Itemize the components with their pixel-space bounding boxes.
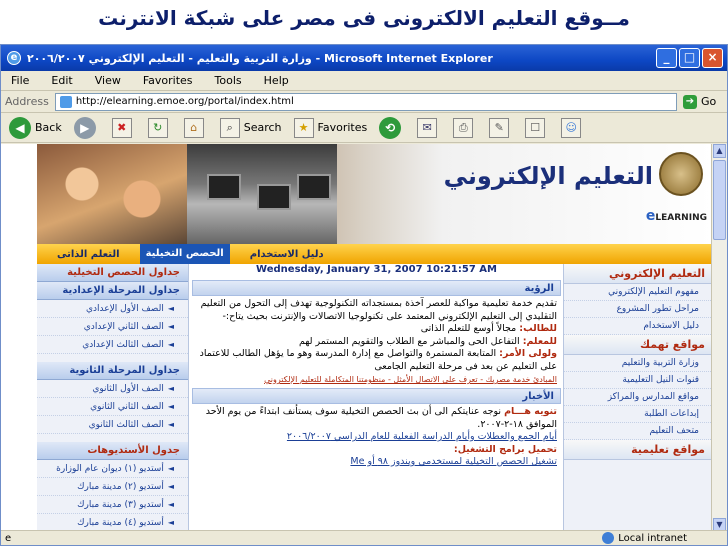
right-item-student-works[interactable]: إبداعات الطلبة [564, 406, 713, 423]
address-label: Address [5, 95, 49, 108]
mail-icon: ✉ [417, 118, 437, 138]
go-button[interactable] [677, 95, 727, 109]
triangle-icon: ◄ [167, 402, 174, 411]
triangle-icon: ◄ [167, 500, 174, 509]
left-item-prep-1[interactable]: ◄ الصف الأول الإعدادي [37, 300, 188, 318]
main-column [190, 264, 563, 532]
search-button[interactable] [220, 118, 282, 138]
elearning-brand: eLEARNING [645, 208, 707, 224]
scroll-up-icon[interactable]: ▲ [713, 144, 726, 158]
nav-user-guide[interactable]: دليل الاستخدام [249, 248, 324, 260]
left-item-studio-1[interactable]: ◄ أستديو (١) ديوان عام الوزارة [37, 460, 188, 478]
news-downloads-label: تحميل برامج التشغيل: [453, 443, 557, 455]
address-bar [1, 91, 727, 113]
news-download-link[interactable]: تشغيل الحصص التخيلية لمستخدمي ويندوز ٩٨ أو Me [350, 456, 557, 467]
triangle-icon: ◄ [167, 322, 174, 331]
menu-file[interactable]: File [11, 74, 30, 87]
news-heading: الأخبار [192, 388, 561, 404]
right-head-edu-sites[interactable]: مواقع تعليمية [564, 440, 713, 460]
menu-favorites[interactable]: Favorites [142, 74, 193, 87]
triangle-icon: ◄ [167, 384, 174, 393]
right-item-concept[interactable]: مفهوم التعليم الإلكتروني [564, 284, 713, 301]
stop-button[interactable] [112, 118, 136, 138]
back-icon: ◀ [9, 117, 31, 139]
site-nav [37, 244, 713, 264]
left-sidebar [37, 264, 189, 532]
banner-photo-computer-lab [187, 144, 337, 244]
left-item-sec-2[interactable]: ◄ الصف الثاني الثانوي [37, 398, 188, 416]
page-icon [60, 96, 72, 108]
right-item-stages[interactable]: مراحل تطور المشروع [564, 301, 713, 318]
current-date: Wednesday, January 31, 2007 10:21:57 AM [256, 264, 497, 275]
services-link[interactable]: المبادئ خدمة مصريك - تعرف على الاتصال الأمثل - منظومتنا المتكاملة للتعليم الإلكتروني [264, 375, 557, 384]
favorites-icon: ★ [294, 118, 314, 138]
maximize-button[interactable]: □ [679, 48, 700, 68]
close-button[interactable]: × [702, 48, 723, 68]
forward-icon: ▶ [74, 117, 96, 139]
left-item-prep-2[interactable]: ◄ الصف الثاني الإعدادي [37, 318, 188, 336]
print-icon: ⎙ [453, 118, 473, 138]
history-button[interactable] [379, 117, 405, 139]
triangle-icon: ◄ [167, 304, 174, 313]
menu-view[interactable]: View [94, 74, 121, 87]
go-arrow-icon: ➔ [683, 95, 697, 109]
triangle-icon: ◄ [167, 518, 174, 527]
go-label: Go [701, 95, 717, 108]
triangle-icon: ◄ [167, 420, 174, 429]
left-item-sec-1[interactable]: ◄ الصف الأول الثانوي [37, 380, 188, 398]
menu-edit[interactable]: Edit [51, 74, 73, 87]
left-sec-prep[interactable]: جداول المرحلة الإعدادية [37, 282, 188, 300]
nav-self-learning[interactable]: التعلم الذاتى [57, 248, 120, 260]
edit-button[interactable] [489, 118, 513, 138]
vertical-scrollbar[interactable] [711, 144, 727, 532]
window-title: وزارة التربية والتعليم - التعليم الإلكتروني ٢٠٠٦/٢٠٠٧ - Microsoft Internet Explorer [27, 51, 493, 65]
nav-virtual-classes[interactable]: الحصص التخيلية [140, 244, 230, 264]
address-url: http://elearning.emoe.org/portal/index.html [75, 96, 294, 107]
triangle-icon: ◄ [167, 464, 174, 473]
left-sec-virtual-schedules[interactable]: جداول الحصص التخيلية [37, 264, 188, 282]
triangle-icon: ◄ [167, 482, 174, 491]
favorites-label: Favorites [317, 121, 368, 134]
edit-icon: ✎ [489, 118, 509, 138]
news-list [190, 406, 563, 469]
right-item-nile-channels[interactable]: قنوات النيل التعليمية [564, 372, 713, 389]
back-button[interactable] [9, 117, 62, 139]
right-head-sites[interactable]: مواقع تهمك [564, 335, 713, 355]
stop-icon: ✖ [112, 118, 132, 138]
print-button[interactable] [453, 118, 477, 138]
home-icon: ⌂ [184, 118, 204, 138]
browser-window [0, 44, 728, 546]
scroll-down-icon[interactable]: ▼ [713, 518, 726, 532]
menu-help[interactable]: Help [263, 74, 289, 87]
site-banner [37, 144, 713, 244]
right-head-elearning[interactable]: التعليم الإلكتروني [564, 264, 713, 284]
discuss-icon: ☐ [525, 118, 545, 138]
menu-bar [1, 71, 727, 91]
vision-text: تقديم خدمة تعليمية مواكبة للعصر آخذة بمستجداته التكنولوجية تهدف إلى التحول من التعليم التقليدي إلى التعليم الإلكتروني المعتمد على تكنولوجيا الاتصالات والإنترنت بحيث يتاح:- للطالب: مجالاً أوسع للتعلم الذاتى للمعلم: التفاعل الحى والمباشر مع الطلاب والتقويم المستمر لهم ولولى الأمر: المتابعة المستمرة والتواصل مع إدارة المدرسة وهو ما يؤهل الطالب للاعتماد على التعليم عن بعد فى مرحلة التعليم الجامعى [199, 298, 557, 372]
vision-heading: الرؤية [192, 280, 561, 296]
history-icon: ⟲ [379, 117, 401, 139]
status-zone: Local intranet [618, 532, 687, 544]
news-holidays-link[interactable]: أيام الجمع والعطلات وأيام الدراسة الفعلية للعام الدراسي ٢٠٠٦/٢٠٠٧ [286, 431, 557, 442]
right-item-museum[interactable]: متحف التعليم [564, 423, 713, 440]
left-item-studio-4[interactable]: ◄ أستديو (٤) مدينة مبارك [37, 514, 188, 532]
refresh-button[interactable] [148, 118, 172, 138]
right-item-ministry[interactable]: وزارة التربية والتعليم [564, 355, 713, 372]
messenger-icon: ☺ [561, 118, 581, 138]
home-button[interactable] [184, 118, 208, 138]
slide-title: مــوقع التعليم الالكترونى فى مصر على شبكة الانترنت [98, 6, 630, 30]
news-important-label: تنويه هـــام [504, 406, 557, 417]
status-page-icon: e [5, 532, 12, 544]
left-item-studio-3[interactable]: ◄ أستديو (٣) مدينة مبارك [37, 496, 188, 514]
left-item-prep-3[interactable]: ◄ الصف الثالث الإعدادي [37, 336, 188, 354]
refresh-icon: ↻ [148, 118, 168, 138]
news-important-text: نوجه عنايتكم الى أن بث الحصص التخيلية سوف يستأنف ابتداءً من يوم الأحد الموافق ١٨-٢-٢٠٠٧. [205, 406, 557, 430]
right-item-schools[interactable]: مواقع المدارس والمراكز [564, 389, 713, 406]
search-icon: ⌕ [220, 118, 240, 138]
status-bar [1, 530, 727, 545]
triangle-icon: ◄ [167, 340, 174, 349]
back-label: Back [35, 121, 62, 134]
page-content [1, 144, 713, 532]
intranet-globe-icon [602, 532, 614, 544]
ministry-emblem [659, 152, 703, 196]
left-item-studio-2[interactable]: ◄ أستديو (٢) مدينة مبارك [37, 478, 188, 496]
left-sec-studios[interactable]: جدول الأستديوهات [37, 442, 188, 460]
favorites-button[interactable] [294, 118, 368, 138]
minimize-button[interactable]: _ [656, 48, 677, 68]
ie-icon: e [7, 51, 21, 65]
banner-photo-family [37, 144, 187, 244]
messenger-button[interactable] [561, 118, 585, 138]
address-input[interactable] [55, 93, 677, 111]
title-bar [1, 45, 727, 71]
mail-button[interactable] [417, 118, 441, 138]
right-item-guide[interactable]: دليل الاستخدام [564, 318, 713, 335]
site-logo-text: التعليم الإلكتروني [443, 162, 653, 190]
forward-button[interactable] [74, 117, 100, 139]
left-item-sec-3[interactable]: ◄ الصف الثالث الثانوي [37, 416, 188, 434]
right-sidebar [563, 264, 713, 532]
discuss-button[interactable] [525, 118, 549, 138]
search-label: Search [243, 121, 282, 134]
left-sec-secondary[interactable]: جداول المرحلة الثانوية [37, 362, 188, 380]
toolbar [1, 113, 727, 143]
menu-tools[interactable]: Tools [214, 74, 242, 87]
scroll-thumb[interactable] [713, 160, 726, 240]
